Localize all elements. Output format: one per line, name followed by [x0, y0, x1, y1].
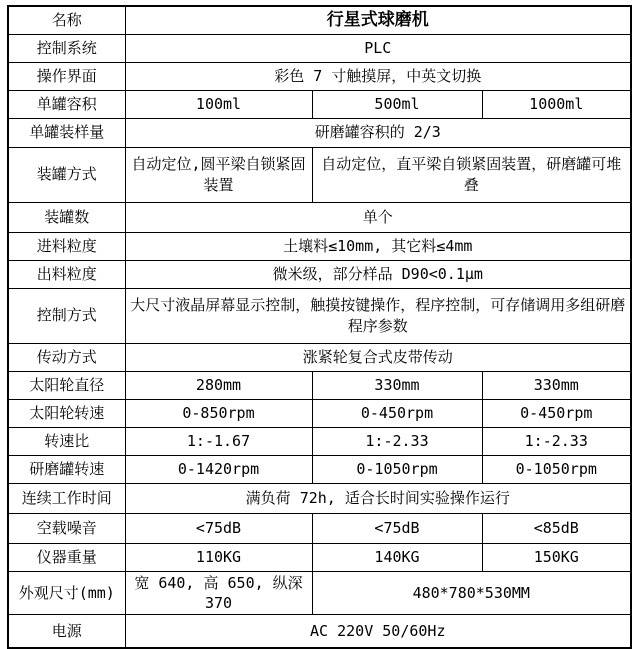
cell-value: 1:-2.33: [312, 427, 482, 455]
table-row: [8, 62, 631, 90]
cell-value: 满负荷 72h, 适合长时间实验操作运行: [125, 483, 631, 513]
row-label: 出料粒度: [8, 260, 125, 288]
row-label: 装罐方式: [8, 147, 125, 202]
table-row: [8, 483, 631, 513]
cell-value: AC 220V 50/60Hz: [125, 615, 631, 648]
spec-table-body: [8, 6, 631, 648]
table-row: [8, 34, 631, 62]
cell-value: 0-450rpm: [482, 399, 631, 427]
cell-value: 1:-2.33: [482, 427, 631, 455]
cell-value: PLC: [125, 34, 631, 62]
row-label: 名称: [8, 6, 125, 34]
table-row: [8, 455, 631, 483]
table-row: [8, 232, 631, 260]
cell-value: 0-450rpm: [312, 399, 482, 427]
cell-value: 研磨罐容积的 2/3: [125, 118, 631, 147]
cell-value: 150KG: [482, 543, 631, 571]
cell-value: <75dB: [125, 513, 312, 543]
row-label: 控制系统: [8, 34, 125, 62]
cell-value: <75dB: [312, 513, 482, 543]
row-label: 转速比: [8, 427, 125, 455]
cell-value: 480*780*530MM: [312, 571, 631, 615]
row-label: 传动方式: [8, 343, 125, 371]
row-label: 单罐容积: [8, 90, 125, 118]
cell-value: 500ml: [312, 90, 482, 118]
table-row: [8, 90, 631, 118]
row-label: 控制方式: [8, 288, 125, 343]
table-row: [8, 147, 631, 202]
table-row: [8, 543, 631, 571]
table-row: [8, 615, 631, 648]
cell-value: 微米级，部分样品 D90<0.1μm: [125, 260, 631, 288]
cell-value: 0-1050rpm: [312, 455, 482, 483]
cell-value: 280mm: [125, 371, 312, 399]
cell-value: 140KG: [312, 543, 482, 571]
cell-value: 大尺寸液晶屏幕显示控制，触摸按键操作，程序控制，可存储调用多组研磨程序参数: [125, 288, 631, 343]
cell-value: 自动定位,圆平梁自锁紧固装置: [125, 147, 312, 202]
cell-value: 自动定位，直平梁自锁紧固装置，研磨罐可堆叠: [312, 147, 631, 202]
table-row: [8, 427, 631, 455]
cell-value: 330mm: [482, 371, 631, 399]
row-label: 连续工作时间: [8, 483, 125, 513]
cell-value: 行星式球磨机: [125, 6, 631, 34]
row-label: 仪器重量: [8, 543, 125, 571]
cell-value: 330mm: [312, 371, 482, 399]
spec-table: [7, 5, 632, 649]
cell-value: 1:-1.67: [125, 427, 312, 455]
row-label: 外观尺寸(mm): [8, 571, 125, 615]
cell-value: 0-1420rpm: [125, 455, 312, 483]
cell-value: 0-850rpm: [125, 399, 312, 427]
table-row: [8, 399, 631, 427]
table-row: [8, 371, 631, 399]
row-label: 进料粒度: [8, 232, 125, 260]
cell-value: 0-1050rpm: [482, 455, 631, 483]
table-row: [8, 202, 631, 232]
cell-value: 1000ml: [482, 90, 631, 118]
table-row: [8, 118, 631, 147]
table-row: [8, 571, 631, 615]
table-row: [8, 343, 631, 371]
table-row: [8, 260, 631, 288]
cell-value: 110KG: [125, 543, 312, 571]
cell-value: 土壤料≤10mm, 其它料≤4mm: [125, 232, 631, 260]
table-row: [8, 513, 631, 543]
row-label: 电源: [8, 615, 125, 648]
row-label: 空载噪音: [8, 513, 125, 543]
cell-value: 100ml: [125, 90, 312, 118]
row-label: 太阳轮转速: [8, 399, 125, 427]
cell-value: <85dB: [482, 513, 631, 543]
cell-value: 宽 640, 高 650, 纵深 370: [125, 571, 312, 615]
row-label: 研磨罐转速: [8, 455, 125, 483]
row-label: 单罐装样量: [8, 118, 125, 147]
row-label: 太阳轮直径: [8, 371, 125, 399]
cell-value: 彩色 7 寸触摸屏，中英文切换: [125, 62, 631, 90]
cell-value: 涨紧轮复合式皮带传动: [125, 343, 631, 371]
row-label: 装罐数: [8, 202, 125, 232]
cell-value: 单个: [125, 202, 631, 232]
table-row: [8, 288, 631, 343]
row-label: 操作界面: [8, 62, 125, 90]
table-row: [8, 6, 631, 34]
